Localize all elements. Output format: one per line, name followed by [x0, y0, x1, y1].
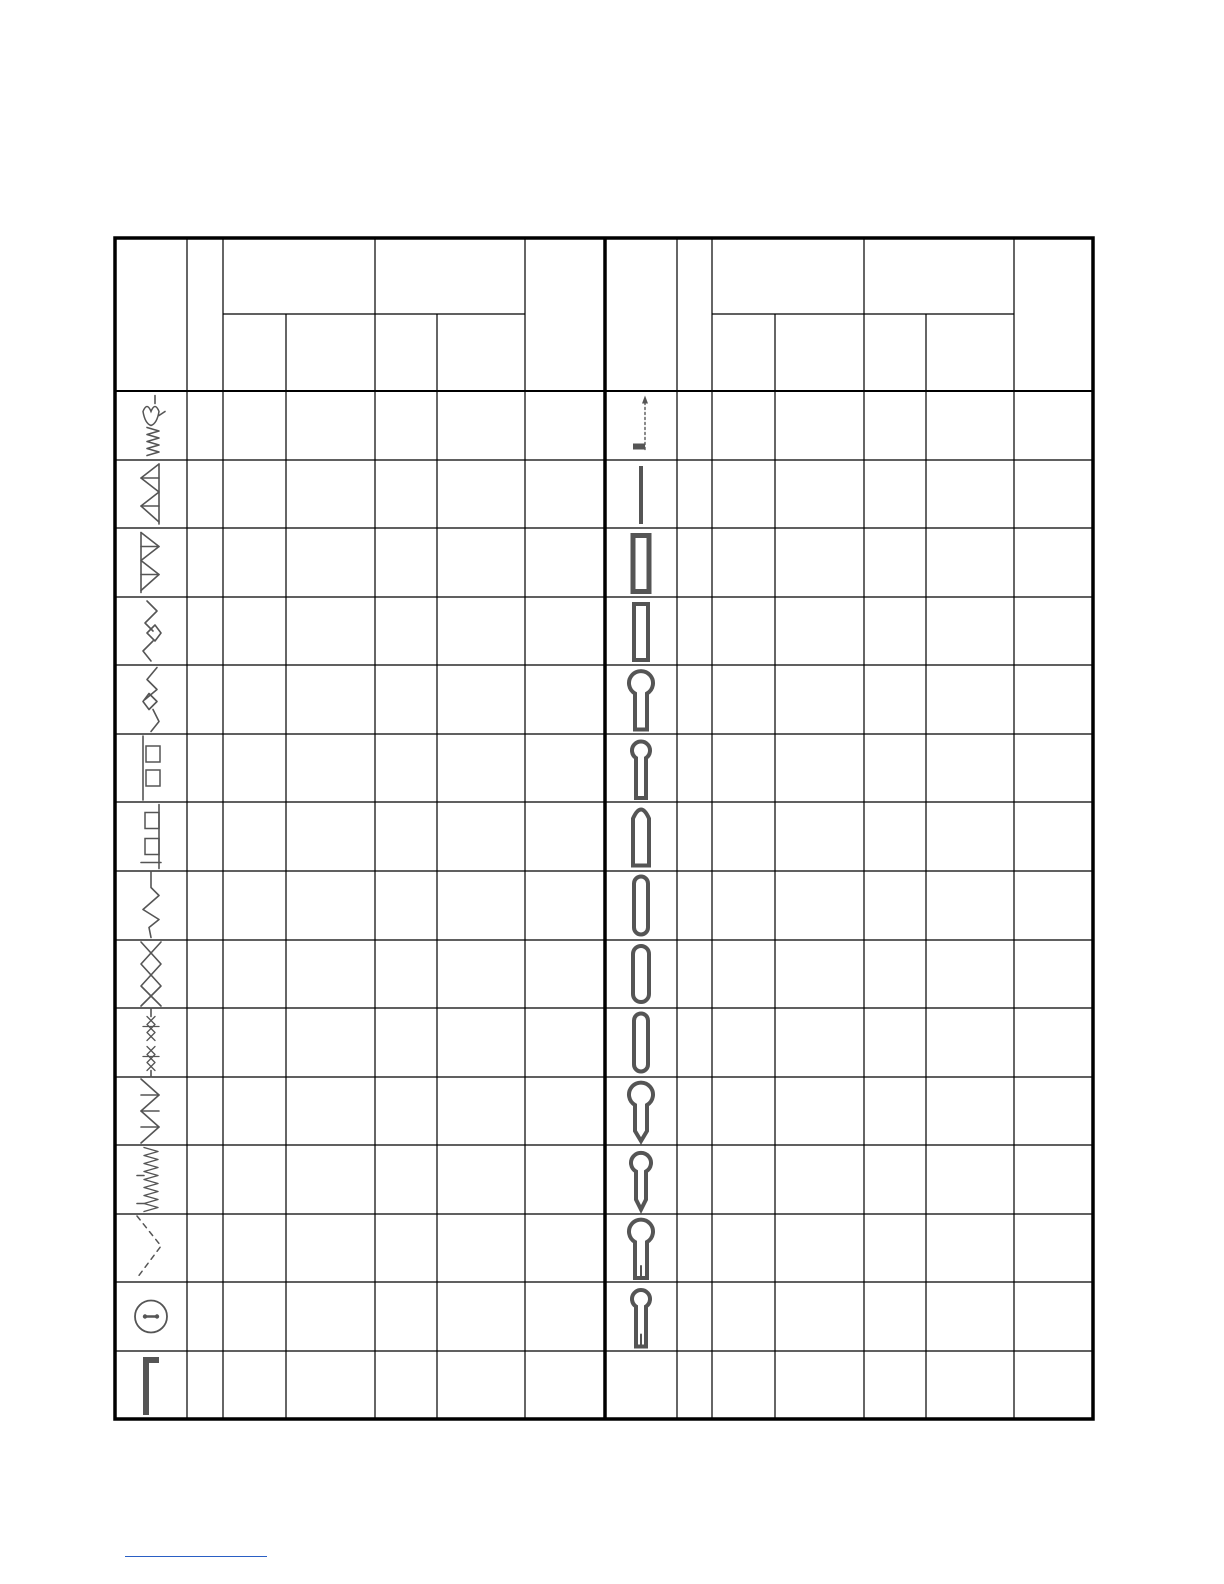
table-row	[143, 668, 159, 732]
dashed-chevron-stitch-icon	[137, 1216, 161, 1278]
table-row	[629, 671, 653, 729]
oval-buttonhole-icon	[633, 946, 649, 1002]
table-row	[632, 742, 650, 798]
table-row	[639, 466, 643, 524]
table-row	[137, 1148, 158, 1212]
round-end-buttonhole-icon	[633, 810, 649, 866]
narrow-oval-buttonhole-icon	[634, 1014, 648, 1072]
bartack-icon	[143, 1357, 159, 1415]
decorative-stitches-column	[135, 396, 167, 1416]
square-buttonhole-icon	[633, 536, 649, 592]
table-row	[137, 1216, 161, 1278]
table-row	[141, 805, 161, 869]
table-row	[141, 464, 159, 524]
table-row	[629, 1220, 653, 1278]
triangle-chevron-stitch-icon	[141, 533, 159, 593]
keyhole-buttonhole-icon	[629, 671, 653, 729]
table-row	[633, 810, 649, 866]
table-row	[631, 1153, 651, 1210]
narrow-square-buttonhole-icon	[634, 604, 648, 660]
table-row	[141, 533, 159, 593]
table-row	[143, 396, 165, 456]
footnote-separator	[125, 1556, 267, 1557]
table-row	[634, 1014, 648, 1072]
open-square-stitch-icon	[143, 736, 160, 800]
table-row	[629, 1083, 653, 1141]
small-keyhole-bartack-buttonhole-icon	[632, 1290, 650, 1346]
double-chevron-stitch-icon	[141, 1079, 159, 1143]
table-row	[632, 1290, 650, 1346]
table-row	[634, 877, 648, 935]
table-row	[143, 1009, 159, 1077]
triangle-zigzag-stitch-icon	[141, 464, 159, 524]
bar-buttonhole-icon	[639, 466, 643, 524]
buttonhole-length-icon	[633, 396, 648, 450]
table-row	[143, 1357, 159, 1415]
narrow-round-buttonhole-icon	[634, 877, 648, 935]
tulip-stitch-icon	[143, 396, 165, 456]
table-row	[141, 942, 161, 1006]
table-row	[143, 872, 159, 938]
table-row	[135, 1301, 167, 1333]
table-row	[141, 1079, 159, 1143]
table-row	[634, 604, 648, 660]
knot-stitch-icon	[143, 1009, 159, 1077]
table-row	[633, 946, 649, 1002]
table-row	[633, 396, 648, 450]
diamond-zigzag-stitch-icon	[143, 601, 161, 661]
table-row	[633, 536, 649, 592]
button-sewing-icon	[135, 1301, 167, 1333]
table-row	[143, 601, 161, 661]
table-row	[143, 736, 160, 800]
tapered-keyhole-buttonhole-icon	[629, 1083, 653, 1141]
satin-zigzag-stitch-icon	[137, 1148, 158, 1212]
small-keyhole-buttonhole-icon	[632, 742, 650, 798]
offset-diamond-stitch-icon	[143, 668, 159, 732]
tapered-small-keyhole-buttonhole-icon	[631, 1153, 651, 1210]
keyhole-bartack-buttonhole-icon	[629, 1220, 653, 1278]
cross-stitch-icon	[141, 942, 161, 1006]
closed-square-stitch-icon	[141, 805, 161, 869]
serpentine-stitch-icon	[143, 872, 159, 938]
